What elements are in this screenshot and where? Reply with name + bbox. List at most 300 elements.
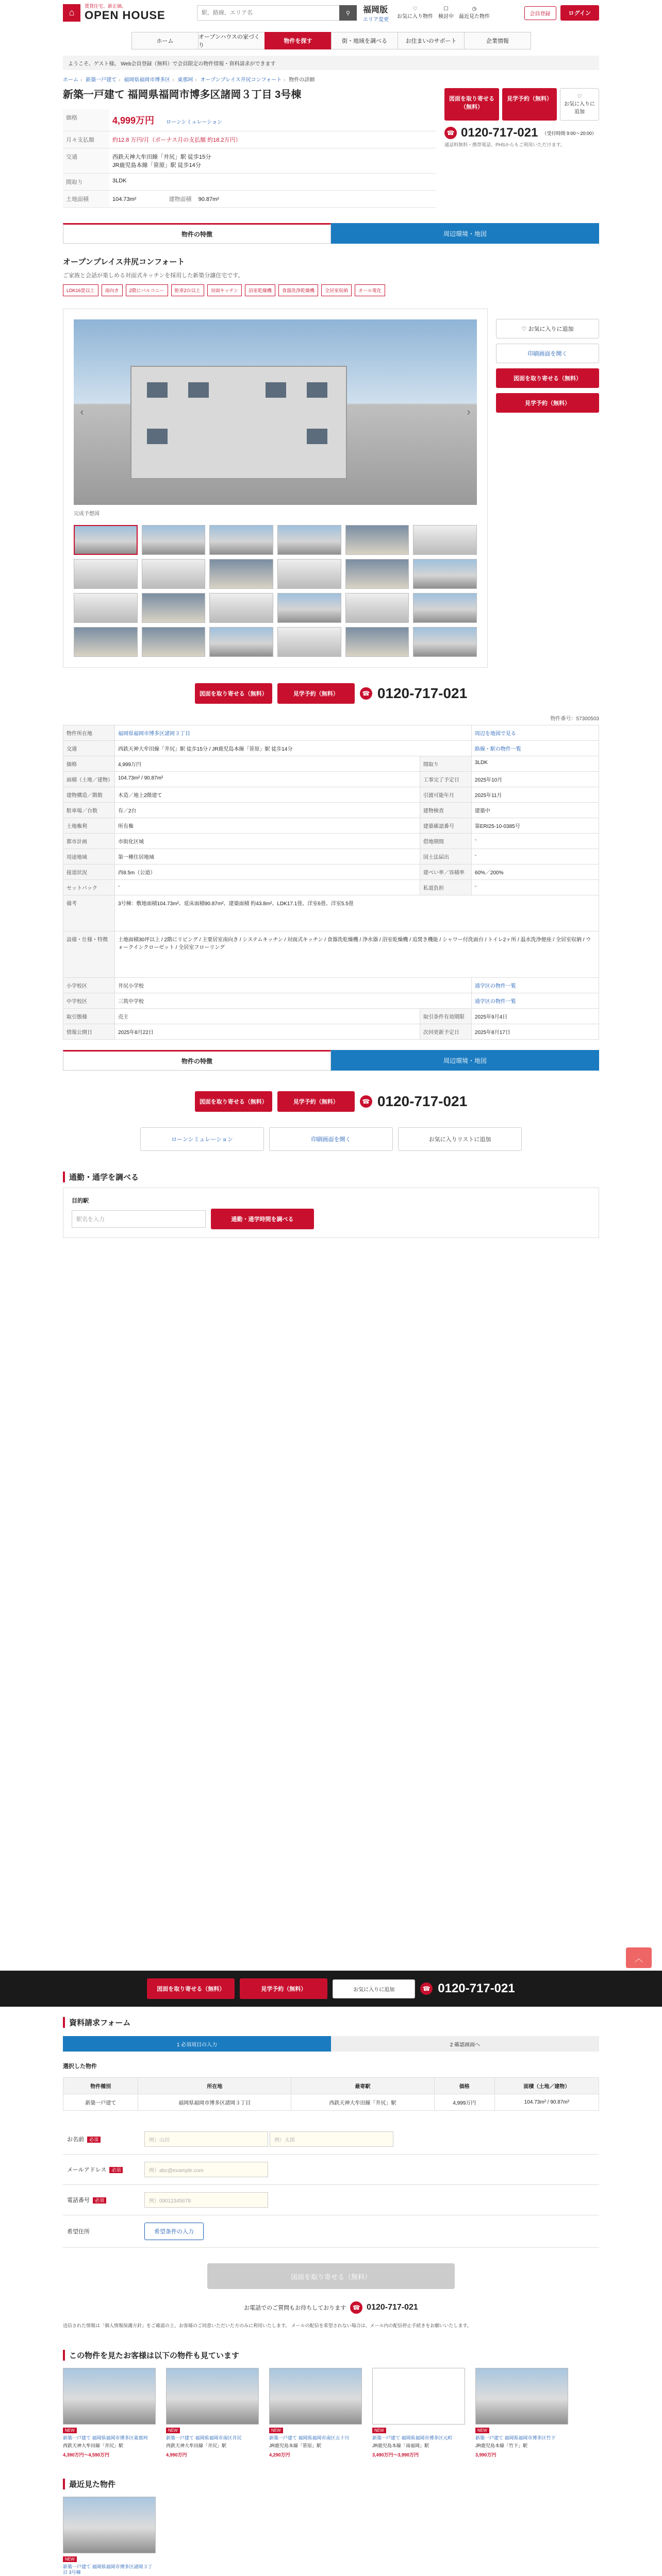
row-value: 三筑中学校 [115,993,472,1009]
phone-icon: ☎ [444,127,457,139]
column-header: 価格 [434,2078,494,2094]
row-value: - [471,849,599,865]
page-title: 新築一戸建て 福岡県福岡市博多区諸岡３丁目 3号棟 [63,89,302,100]
print-button[interactable]: 印刷画面を開く [269,1127,393,1151]
row-key: 私道負担 [420,880,471,895]
column-header: 面積（土地／建物） [494,2078,599,2094]
required-badge: 必須 [109,2167,123,2173]
row-key: セットバック [63,880,115,895]
map-link[interactable]: 周辺を地図で見る [471,725,599,741]
visit-reservation-button[interactable]: 見学予約（無料） [277,683,355,704]
row-value: 2025年8月22日 [115,1024,420,1040]
row-value: 西8.5m（公道） [115,865,420,880]
request-drawing-button[interactable]: 図面を取り寄せる（無料） [195,1091,272,1112]
cta-bar [63,683,599,704]
property-thumbnail [475,2368,568,2425]
features-section [63,256,599,296]
phone-number[interactable]: 0120-717-021 [438,1981,515,1995]
thumbnail[interactable] [142,627,206,657]
row-key: 都市計画 [63,834,115,849]
table-row [63,880,599,895]
price-value: 4,999万円 [112,115,155,126]
feature-tag: 全居室収納 [321,284,352,296]
email-label: メールアドレス [67,2167,107,2173]
feature-tag: 2階にバルコニー [126,284,168,296]
phone-icon: ☎ [360,687,372,700]
last-name-field[interactable]: 例）山田 [144,2131,268,2147]
feature-tags [63,284,599,296]
tab-features[interactable]: 物件の特徴 [63,1050,331,1071]
clock-icon: ◷ [472,6,477,12]
row-key: 駐車場／台数 [63,803,115,818]
thumbnail[interactable] [74,593,138,623]
row-key: 情報公開日 [63,1024,115,1040]
row-key: 工事完了予定日 [420,772,471,787]
visit-reservation-button[interactable]: 見学予約（無料） [496,393,599,413]
row-key: 次回更新予定日 [420,1024,471,1040]
feature-tag: 南向き [102,284,123,296]
thumbnail[interactable] [413,525,477,555]
gallery-side-actions [496,309,599,668]
tab-map[interactable]: 周辺環境・地図 [331,223,599,244]
table-row [63,2094,599,2111]
list-item[interactable]: NEW 新築一戸建て 福岡県福岡市博多区元町 JR鹿児島本線「南福岡」駅 3,490万円〜3,990万円 [372,2368,465,2458]
print-label: 印刷画面を開く [527,351,568,357]
tab-bar [63,223,599,244]
nav-search-property[interactable]: 物件を探す [264,32,332,49]
station-list-link[interactable]: 路線・駅の物件一覧 [471,741,599,756]
thumbnail[interactable] [277,559,341,589]
top-bar [0,0,662,26]
breadcrumb-item[interactable]: 新築一戸建て [86,77,117,83]
thumbnail[interactable] [209,593,273,623]
loan-simulation-button[interactable]: ローンシミュレーション [140,1127,264,1151]
thumbnail[interactable] [277,627,341,657]
table-row [63,993,599,1009]
phone-intro: お電話でのご質問もお待ちしております [244,2305,346,2311]
mini-label: お気に入り物件 [397,14,433,20]
access-label: 交通 [63,148,109,174]
layout-label: 間取り [63,174,109,191]
recent-title: 最近見た物件 [63,2479,599,2489]
thumbnail[interactable] [74,525,138,555]
thumbnail[interactable] [413,593,477,623]
phone-number[interactable]: 0120-717-021 [461,126,538,140]
table-row [63,756,599,772]
cell: 新築一戸建て [63,2094,138,2111]
commute-section [63,1172,599,1238]
property-thumbnail [63,2368,156,2425]
row-value: 3LDK [471,756,599,772]
step-1: 1 必須項目の入力 [63,2036,331,2052]
request-drawing-button[interactable]: 図面を取り寄せる（無料） [147,1978,235,1999]
property-detail [63,714,599,1040]
table-row [63,978,599,993]
add-favorite-list-button[interactable]: お気に入りリストに追加 [398,1127,522,1151]
phone-number[interactable]: 0120-717-021 [367,2303,418,2312]
nav-house-building[interactable]: オープンハウスの家づくり [198,32,265,49]
school-list-link[interactable]: 通学区の物件一覧 [471,993,599,1009]
visit-reservation-button[interactable]: 見学予約（無料） [240,1978,327,1999]
row-value: 60%／200% [471,865,599,880]
rec-price: 4,990万円 [166,2452,187,2458]
nav-area[interactable]: 街・地域を調べる [331,32,398,49]
features-title: オープンプレイス井尻コンフォート [63,258,185,266]
name-label: お名前 [67,2137,84,2143]
row-value: 土地面積30坪以上 / 2階にリビング / 主要居室南向き / システムキッチン / 対面式キッチン / 食器洗乾燥機 / 浄水器 / 浴室乾燥機 / 追焚き機能 / シャワー付洗面台 / トイレ2ヶ所 / 温水洗浄便座 / 全居室収納 / ウォークインクローゼット / 全居室フローリング [115,931,599,978]
thumbnail[interactable] [142,525,206,555]
next-arrow-icon[interactable]: › [467,406,471,418]
table-row [63,725,599,741]
land-label: 土地面積 [63,191,109,208]
row-value: 第一種住居地域 [115,849,420,865]
rec-station: 西鉄天神大牟田線「井尻」駅 [166,2443,227,2449]
print-button[interactable] [496,344,599,363]
feature-tag: 浴室乾燥機 [245,284,275,296]
phone-note: 通話料無料・携帯電話、PHSからもご利用いただけます。 [444,142,565,147]
rec-address: 新築一戸建て 福岡県福岡市博多区元町 [372,2435,453,2441]
summary-table [63,109,436,208]
form-title: 資料請求フォーム [63,2017,599,2028]
search-button[interactable] [339,5,357,21]
thumbnail[interactable] [277,525,341,555]
request-drawing-button[interactable]: 図面を取り寄せる（無料） [444,88,499,121]
row-value: 井尻小学校 [115,978,472,993]
column-header: 物件種別 [63,2078,138,2094]
login-button[interactable]: ログイン [560,5,599,21]
rec-address: 新築一戸建て 福岡県福岡市博多区竹下 [475,2435,556,2441]
welcome-notice: ようこそ、ゲスト様。 Web会員登録（無料）で会員限定の物件情報・資料請求ができます [63,56,599,70]
input-fields [63,2124,599,2248]
table-row [63,818,599,834]
column-header: 所在地 [138,2078,291,2094]
phone-icon: ☎ [360,1095,372,1108]
prev-arrow-icon[interactable]: ‹ [80,406,84,418]
table-row [63,1024,599,1040]
row-value: 2025年8月17日 [471,1024,599,1040]
table-row [63,849,599,865]
row-key: 建築確認番号 [420,818,471,834]
region-selector [363,3,389,23]
history-link[interactable] [459,6,490,20]
visit-reservation-button[interactable]: 見学予約（無料） [502,88,557,121]
bookmark-icon: ☐ [443,6,449,12]
list-item[interactable]: NEW 新築一戸建て 福岡県福岡市博多区竹下 JR鹿児島本線「竹下」駅 3,990万円 [475,2368,568,2458]
row-key: 国土法届出 [420,849,471,865]
school-list-link[interactable]: 通学区の物件一覧 [471,978,599,993]
form-phone [63,2301,599,2314]
thumbnail[interactable] [142,559,206,589]
phone-icon: ☎ [350,2301,362,2314]
feature-tag: 駐車2台以上 [171,284,204,296]
add-favorite-button[interactable] [560,88,599,121]
add-favorite-button[interactable]: お気に入りに追加 [333,1979,415,1998]
logo-text: OPEN HOUSE [85,8,166,22]
recommend-section [63,2350,599,2458]
row-value: 建築中 [471,803,599,818]
thumbnail[interactable] [74,559,138,589]
thumbnail[interactable] [209,627,273,657]
step-2: 2 確認画面へ [331,2036,599,2052]
nav-support[interactable]: お住まいのサポート [398,32,465,49]
favorite-count-link[interactable] [397,6,433,20]
recent-list [63,2497,599,2576]
thumbnail[interactable] [413,627,477,657]
heart-icon: ♡ [521,326,528,332]
row-key: 交通 [63,741,115,756]
monthly-label: 月々支払額 [63,131,109,148]
row-key: 中学校区 [63,993,115,1009]
rec-price: 3,490万円〜3,990万円 [372,2452,419,2458]
row-key: 用途地域 [63,849,115,865]
table-row [63,1009,599,1024]
email-field[interactable]: 例）abc@example.com [144,2162,268,2177]
price-label: 価格 [63,109,109,131]
table-row [63,772,599,787]
search-box [197,5,357,21]
feature-tag: オール電化 [355,284,385,296]
row-key: 土地権利 [63,818,115,834]
layout-value: 3LDK [109,174,436,191]
row-value: 104.73m² / 90.87m² [115,772,420,787]
submit-button[interactable]: 図面を取り寄せる（無料） [207,2263,455,2289]
row-value: - [471,880,599,895]
thumbnail[interactable] [277,593,341,623]
rec-address: 新築一戸建て 福岡県福岡市博多区東那珂 [63,2435,148,2441]
rec-price: 4,290万円 [269,2452,290,2458]
phone-number[interactable]: 0120-717-021 [377,1093,468,1109]
row-value: - [115,880,420,895]
house-image [130,366,347,479]
feature-tag: LDK16畳以上 [63,284,98,296]
land-value: 104.73m² [112,196,137,202]
row-key: 建ぺい率／容積率 [420,865,471,880]
photo-gallery [63,309,488,668]
rec-price: 4,390万円〜4,590万円 [63,2452,110,2458]
tab-bar-bottom [63,1050,599,1071]
row-value: 3号棟：敷地面積104.73m²、延床面積90.87m²、建築面積 約43.8m²、LDK17.1畳、洋室6畳、洋室5.5畳 [115,895,599,931]
list-item[interactable]: NEW 新築一戸建て 福岡県福岡市博多区東那珂 西鉄天神大牟田線「井尻」駅 4,390万円〜4,590万円 [63,2368,156,2458]
tools-row [63,1127,599,1151]
gallery-section [63,309,599,668]
top-mini-links [397,6,490,20]
loan-sim-link[interactable]: ローンシミュレーション [166,120,223,125]
region-change-link[interactable]: エリア変更 [363,17,389,23]
phone-number[interactable]: 0120-717-021 [377,685,468,701]
tab-features[interactable]: 物件の特徴 [63,223,331,244]
region-name: 福岡版 [363,6,388,14]
features-description: ご家族と会話が楽しめる対面式キッチンを採用した新築分譲住宅です。 [63,273,244,279]
feature-tag: 対面キッチン [207,284,242,296]
table-row [63,931,599,978]
breadcrumb-item[interactable]: 福岡県福岡市博多区 [124,77,171,83]
request-drawing-button[interactable]: 図面を取り寄せる（無料） [195,683,272,704]
table-row [63,895,599,931]
tel-field[interactable]: 例）09012345678 [144,2192,268,2208]
row-value: 売主 [115,1009,420,1024]
property-thumbnail [372,2368,465,2425]
auth-buttons [524,5,599,21]
station-input[interactable]: 駅名を入力 [72,1210,206,1228]
photo-caption: 完成予想図 [74,511,100,517]
row-value: 第ERI25-10-0385号 [471,818,599,834]
table-row [63,803,599,818]
table-row [63,741,599,756]
rec-address: 新築一戸建て 福岡県福岡市南区井尻 [166,2435,242,2441]
nav-home[interactable]: ホーム [131,32,198,49]
form-steps [63,2036,599,2052]
row-key: 物件所在地 [63,725,115,741]
thumbnail[interactable] [345,559,409,589]
cell: 福岡県福岡市博多区諸岡３丁目 [138,2094,291,2111]
recent-section [63,2479,599,2576]
column-header: 最寄駅 [291,2078,435,2094]
address-label: 希望住所 [67,2229,90,2235]
first-name-field[interactable]: 例）太郎 [270,2131,393,2147]
rec-station: JR鹿児島本線「笹原」駅 [269,2443,322,2449]
row-key: 取引態様 [63,1009,115,1024]
row-key: 面積（土地／建物） [63,772,115,787]
logo-mark-icon: ⌂ [63,4,80,22]
breadcrumb-item[interactable]: 東那珂 [177,77,193,83]
row-value: - [471,834,599,849]
heart-icon: ♡ [412,6,418,12]
row-value: 市街化区域 [115,834,420,849]
rec-address: 新築一戸建て 福岡県福岡市南区五十川 [269,2435,350,2441]
row-key: 間取り [420,756,471,772]
privacy-policy-text: 送信された情報は「個人情報保護方針」をご確認の上、お客様のご同意いただいた方のみに利用いたします。 メールの配信を希望されない場合は、メール内の配信停止手続きをお願いいたします。 [63,2323,472,2328]
address-input-button[interactable]: 希望条件の入力 [144,2223,204,2240]
breadcrumb-current: 物件の詳細 [289,77,315,83]
visit-reservation-button[interactable]: 見学予約（無料） [277,1091,355,1112]
monthly-value: 約12.8 万円/月（ボーナス月の支払額 約18.2万円） [109,131,436,148]
thumbnail[interactable] [209,559,273,589]
recommend-title: この物件を見たお客様は以下の物件も見ています [63,2350,599,2361]
property-thumbnail [166,2368,259,2425]
row-value: 2025年9月4日 [471,1009,599,1024]
back-to-top-icon[interactable]: ︿ [626,1947,652,1968]
thumbnail[interactable] [142,593,206,623]
row-key: 引渡可能年月 [420,787,471,803]
selected-property-table [63,2077,599,2111]
thumbnail[interactable] [345,525,409,555]
breadcrumb-item[interactable]: オープンプレイス井尻コンフォート [200,77,282,83]
row-key: 建物検査 [420,803,471,818]
register-button[interactable]: 会員登録 [524,6,556,20]
phone-icon: ☎ [420,1982,433,1995]
row-value: 4,999万円 [115,756,420,772]
phone-hours: （受付時間 9:00〜20:00） [542,130,597,136]
nav-company[interactable]: 企業情報 [464,32,531,49]
global-nav [0,32,662,49]
access-value: 西鉄天神大牟田線「井尻」駅 徒歩15分 JR鹿児島本線「笹原」駅 徒歩14分 [109,148,436,174]
commute-label: 目的駅 [72,1198,89,1204]
search-input[interactable] [197,5,339,21]
thumbnail[interactable] [209,525,273,555]
building-value: 90.87m² [198,196,219,202]
logo-tagline: 賃貸住宅、新正価。 [85,3,127,9]
tel-label: 電話番号 [67,2197,90,2204]
phone-contact [444,126,599,140]
search-icon: ⚲ [345,10,351,16]
feature-tag: 食器洗浄乾燥機 [278,284,318,296]
row-value: 西鉄天神大牟田線「井尻」駅 徒歩15分 / JR鹿児島本線「笹原」駅 徒歩14分 [115,741,472,756]
row-key: 取引条件有効期限 [420,1009,471,1024]
mini-label: 最近見た物件 [459,14,490,20]
row-value: 所有権 [115,818,420,834]
recommend-list [63,2368,599,2458]
cell: 4,999万円 [434,2094,494,2111]
rec-station: JR鹿児島本線「南福岡」駅 [372,2443,429,2449]
list-item[interactable]: NEW 新築一戸建て 福岡県福岡市南区五十川 JR鹿児島本線「笹原」駅 4,290万円 [269,2368,362,2458]
list-item[interactable]: NEW 新築一戸建て 福岡県福岡市南区井尻 西鉄天神大牟田線「井尻」駅 4,990万円 [166,2368,259,2458]
address-link[interactable]: 福岡県福岡市博多区諸岡３丁目 [115,725,472,741]
property-thumbnail [63,2497,156,2553]
favorite-button[interactable] [496,319,599,338]
row-key: 小学校区 [63,978,115,993]
favorite-label: お気に入りに追加 [564,101,595,115]
rec-station: 西鉄天神大牟田線「井尻」駅 [63,2443,124,2449]
required-badge: 必須 [87,2137,101,2143]
cta-bar-2 [63,1091,599,1112]
thumbnail[interactable] [74,627,138,657]
sticky-cta-bar [0,1971,662,2007]
row-key: 借地期間 [420,834,471,849]
required-badge: 必須 [93,2197,106,2204]
selected-heading: 選択した物件 [63,2063,97,2070]
row-value: 2025年11月 [471,787,599,803]
row-key: 価格 [63,756,115,772]
table-row [63,787,599,803]
row-value: 有／2台 [115,803,420,818]
property-number: 物件番号：57300503 [550,716,599,722]
request-drawing-button[interactable]: 図面を取り寄せる（無料） [496,368,599,388]
list-item[interactable]: NEW 新築一戸建て 福岡県福岡市博多区諸岡３丁目 3号棟 [63,2497,156,2576]
tab-map[interactable]: 周辺環境・地図 [331,1050,599,1071]
row-key: 設備・仕様・特徴 [63,931,115,978]
logo[interactable] [63,4,197,22]
request-form [63,2017,599,2576]
row-value: 2025年10月 [471,772,599,787]
cell: 104.73m² / 90.87m² [494,2094,599,2111]
commute-search-button[interactable]: 通勤・通学時間を調べる [211,1209,314,1229]
thumbnail[interactable] [413,559,477,589]
table-row [63,834,599,849]
table-row [63,865,599,880]
rec-station: JR鹿児島本線「竹下」駅 [475,2443,528,2449]
breadcrumb: ホーム › 新築一戸建て › 福岡県福岡市博多区 › 東那珂 › オープンプレイス井尻コンフォート › 物件の詳細 [63,77,315,83]
breadcrumb-item[interactable]: ホーム [63,77,78,83]
mini-label: 検討中 [438,14,454,20]
commute-title: 通勤・通学を調べる [63,1172,599,1182]
property-thumbnail [269,2368,362,2425]
heart-icon: ♡ [577,94,582,99]
rec-price: 3,990万円 [475,2452,496,2458]
favorite-label: お気に入りに追加 [528,326,574,332]
considering-link[interactable] [438,6,454,20]
main-photo [74,319,477,505]
row-key: 接道状況 [63,865,115,880]
thumbnail[interactable] [345,627,409,657]
row-key: 備考 [63,895,115,931]
building-label: 建物面積 [169,196,192,202]
recent-address: 新築一戸建て 福岡県福岡市博多区諸岡３丁目 3号棟 [63,2564,153,2575]
thumbnail[interactable] [345,593,409,623]
detail-table [63,725,599,1040]
cell: 西鉄天神大牟田線「井尻」駅 [291,2094,435,2111]
property-summary [63,88,599,208]
row-value: 木造／地上2階建て [115,787,420,803]
